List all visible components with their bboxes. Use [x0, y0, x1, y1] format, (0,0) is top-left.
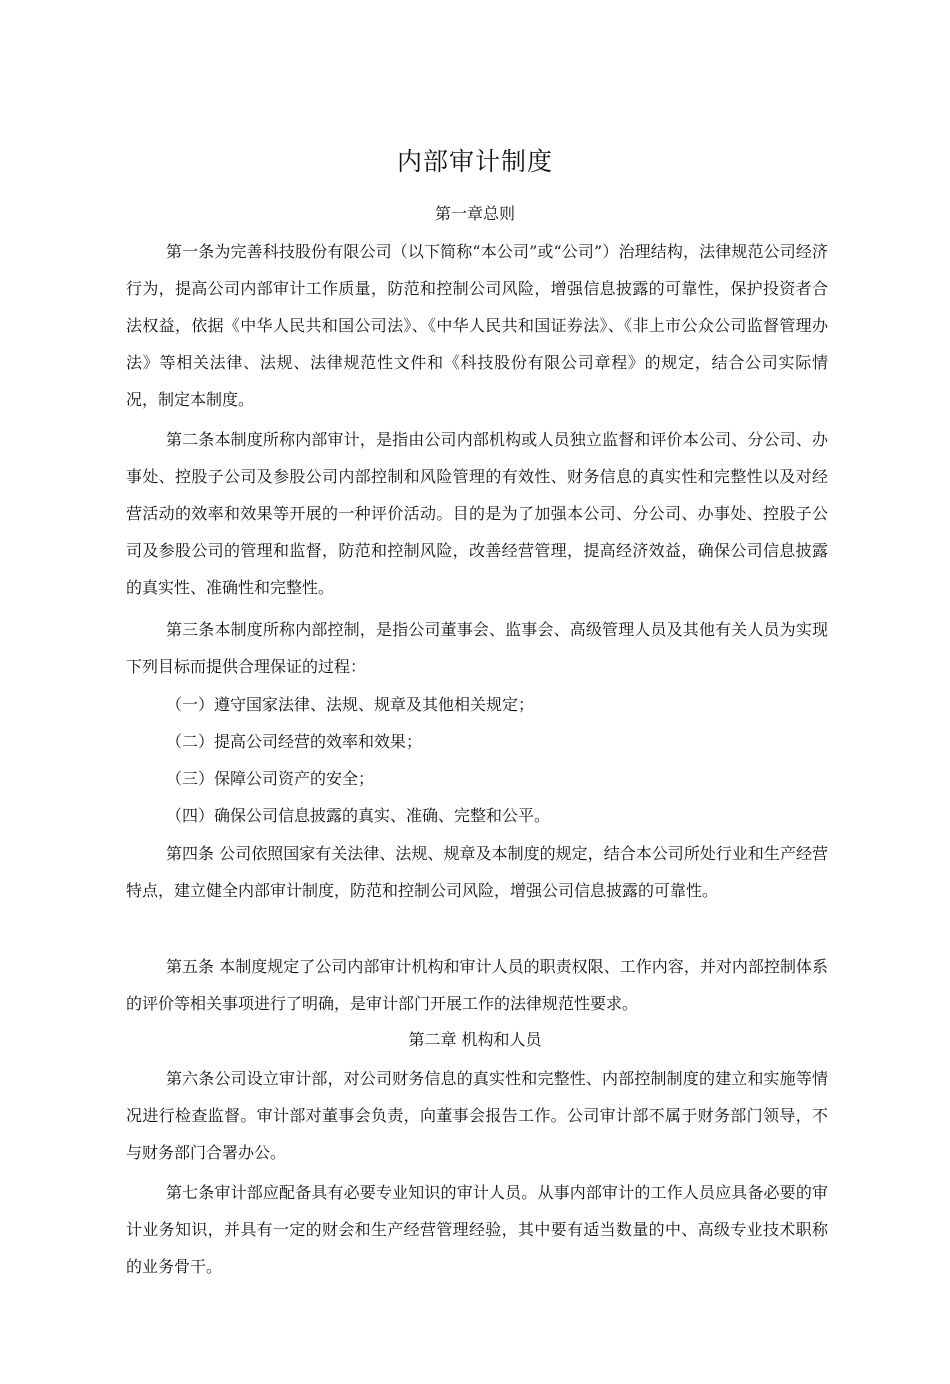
article-2: 第二条本制度所称内部审计，是指由公司内部机构或人员独立监督和评价本公司、分公司、办事处、控股子公司及参股公司内部控制和风险管理的有效性、财务信息的真实性和完整性以及对经营活动的效率和效果等开展的一种评价活动。目的是为了加强本公司、分公司、办事处、控股子公司及参股公司的管理和监督，防范和控制风险，改善经营管理，提高经济效益，确保公司信息披露的真实性、准确性和完整性。 — [126, 430, 828, 597]
article-7: 第七条审计部应配备具有必要专业知识的审计人员。从事内部审计的工作人员应具备必要的审计业务知识，并具有一定的财会和生产经营管理经验，其中要有适当数量的中、高级专业技术职称的业务骨干。 — [126, 1183, 828, 1276]
document-title: 内部审计制度 — [396, 147, 553, 176]
list-item-4: （四）确保公司信息披露的真实、准确、完整和公平。 — [166, 806, 551, 825]
list-item-3: （三）保障公司资产的安全； — [166, 769, 375, 788]
chapter-1-heading: 第一章总则 — [434, 204, 515, 223]
article-3: 第三条本制度所称内部控制，是指公司董事会、监事会、高级管理人员及其他有关人员为实现下列目标而提供合理保证的过程： — [126, 620, 828, 676]
article-1: 第一条为完善科技股份有限公司（以下简称“本公司”或“公司”）治理结构，法律规范公司经济行为，提高公司内部审计工作质量，防范和控制公司风险，增强信息披露的可靠性，保护投资者合法权益，依据《中华人民共和国公司法》、《中华人民共和国证券法》、《非上市公众公司监督管理办法》等相关法律、法规、法律规范性文件和《科技股份有限公司章程》的规定，结合公司实际情况，制定本制度。 — [126, 242, 828, 409]
article-4: 第四条 公司依照国家有关法律、法规、规章及本制度的规定，结合本公司所处行业和生产经营特点，建立健全内部审计制度，防范和控制公司风险，增强公司信息披露的可靠性。 — [126, 844, 828, 900]
list-item-2: （二）提高公司经营的效率和效果； — [166, 732, 423, 751]
article-5: 第五条 本制度规定了公司内部审计机构和审计人员的职责权限、工作内容，并对内部控制体系的评价等相关事项进行了明确，是审计部门开展工作的法律规范性要求。 — [126, 957, 828, 1013]
chapter-2-heading: 第二章 机构和人员 — [408, 1030, 542, 1049]
article-6: 第六条公司设立审计部，对公司财务信息的真实性和完整性、内部控制制度的建立和实施等情况进行检查监督。审计部对董事会负责，向董事会报告工作。公司审计部不属于财务部门领导，不与财务部门合署办公。 — [126, 1069, 828, 1162]
list-item-1: （一）遵守国家法律、法规、规章及其他相关规定； — [166, 695, 535, 714]
